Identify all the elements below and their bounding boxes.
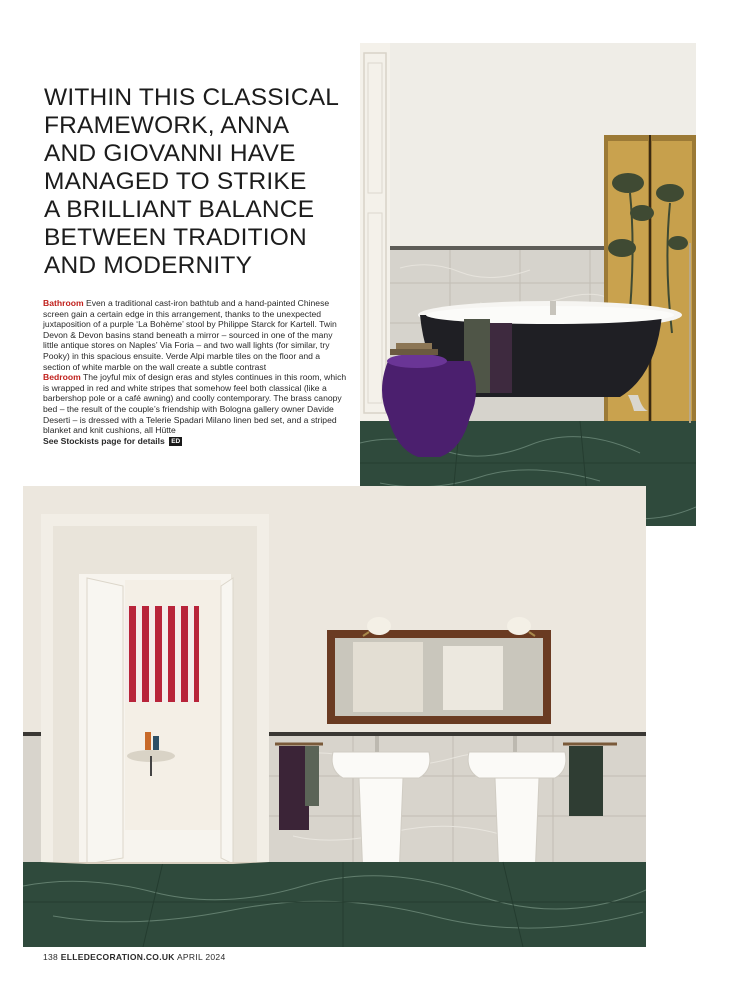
bathtub-photo bbox=[360, 43, 696, 526]
site-url[interactable]: ELLEDECORATION.CO.UK bbox=[60, 952, 175, 962]
ed-logo-mark: ED bbox=[171, 437, 181, 445]
bathroom-text: Even a traditional cast-iron bathtub and a hand-painted Chinese screen gain a certain edge in this arrangement, thanks to the unexpected juxtaposition of a purple ‘La Bohème’ stool by Philippe Starck for Kartell. Twin Devon & Devon basins stand beneath a mirror – sourced in one of the many little antique stores on Naples’ Via Foria – and two wall lights (for similar, try Pooky) in this spacious ensuite. Verde Alpi marble tiles on the floor and a section of white marble on the wall create a subtle contrast bbox=[43, 298, 337, 372]
bedroom-paragraph bbox=[43, 372, 349, 436]
bathroom-kicker: Bathroom bbox=[43, 298, 84, 308]
headline bbox=[44, 84, 344, 280]
stockists-line bbox=[43, 436, 349, 447]
headline-line: BETWEEN TRADITION bbox=[44, 224, 307, 251]
bedroom-text: The joyful mix of design eras and styles continues in this room, which is wrapped in red and white stripes that somehow feel both classical (like a barbershop pole or a café awning) and coolly contemporary. The brass canopy bed – the result of the couple’s friendship with Bologna gallery owner Davide Deserti – is dressed with a Telerie Spadari Milano linen bed set, and a striped blanket and knit cushions, all Hütte bbox=[43, 372, 347, 436]
bathtub-illustration bbox=[360, 43, 696, 526]
body-copy bbox=[43, 298, 349, 446]
headline-line: FRAMEWORK, ANNA bbox=[44, 112, 290, 139]
bathroom-paragraph bbox=[43, 298, 349, 372]
headline-line: AND GIOVANNI HAVE bbox=[44, 140, 296, 167]
page-number: 138 bbox=[43, 952, 59, 962]
basins-illustration bbox=[23, 486, 646, 947]
page-footer bbox=[43, 952, 225, 962]
headline-line: A BRILLIANT BALANCE bbox=[44, 196, 315, 223]
headline-line: WITHIN THIS CLASSICAL bbox=[44, 84, 340, 111]
red-stripes bbox=[125, 606, 199, 702]
bedroom-kicker: Bedroom bbox=[43, 372, 81, 383]
issue-date: APRIL 2024 bbox=[176, 952, 226, 962]
basins-photo bbox=[23, 486, 646, 947]
headline-line: AND MODERNITY bbox=[44, 252, 253, 279]
headline-line: MANAGED TO STRIKE bbox=[44, 168, 307, 195]
stockists-link[interactable]: See Stockists page for details bbox=[43, 435, 165, 446]
